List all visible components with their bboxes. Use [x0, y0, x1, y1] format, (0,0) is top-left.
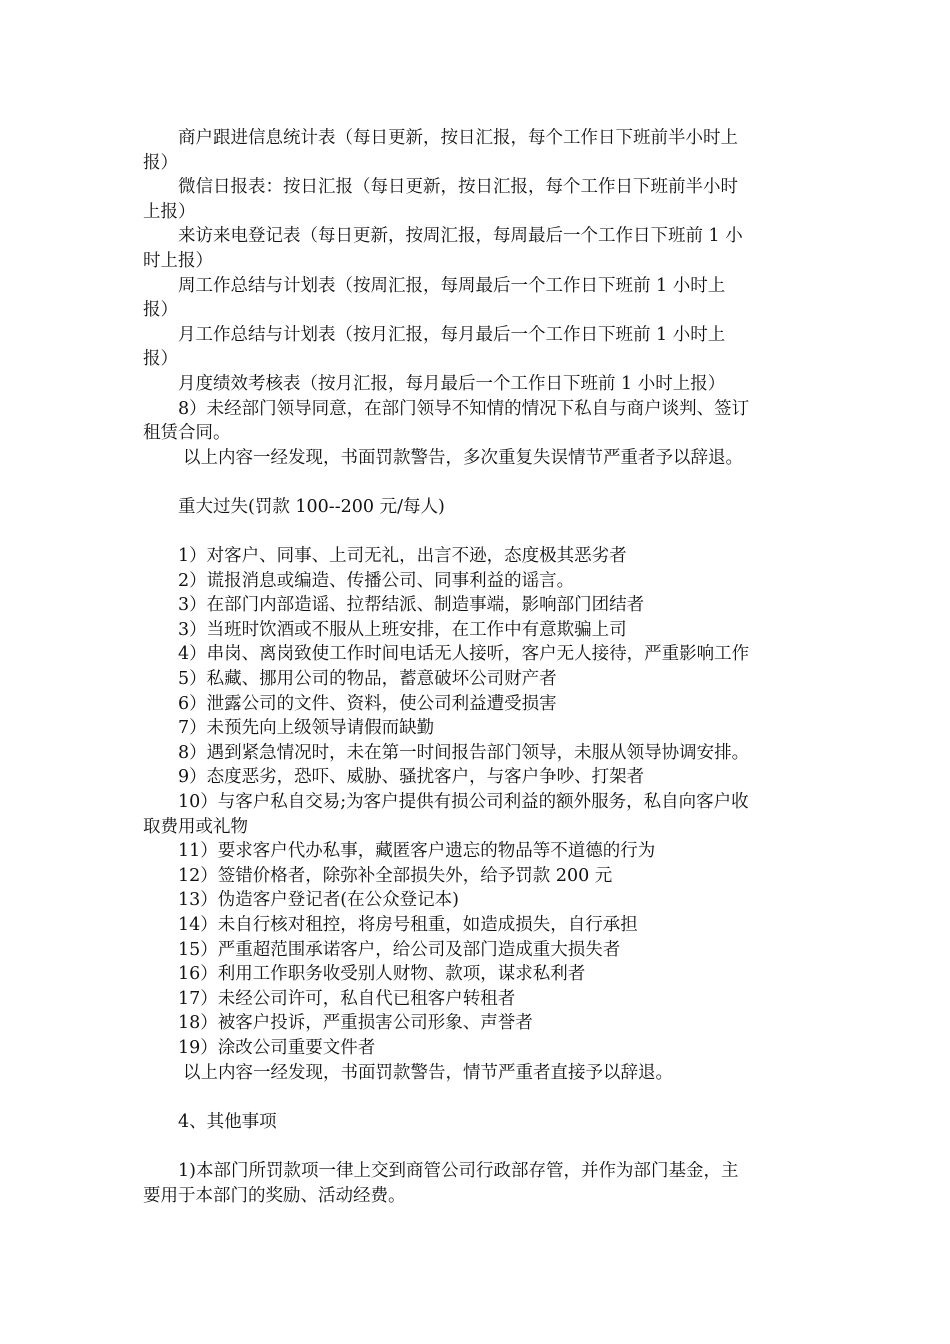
paragraph-line: 15）严重超范围承诺客户，给公司及部门造成重大损失者 — [178, 939, 621, 960]
paragraph-line: 11）要求客户代办私事，藏匿客户遗忘的物品等不道德的行为 — [178, 841, 656, 862]
paragraph-line: 月工作总结与计划表（按月汇报，每月最后一个工作日下班前 1 小时上 — [178, 324, 726, 345]
paragraph-line: 14）未自行核对租控，将房号租重，如造成损失，自行承担 — [178, 915, 638, 935]
paragraph-line: 3）在部门内部造谣、拉帮结派、制造事端，影响部门团结者 — [178, 595, 645, 616]
paragraph-line: 微信日报表：按日汇报（每日更新，按日汇报，每个工作日下班前半小时 — [178, 177, 738, 198]
paragraph-line: 6）泄露公司的文件、资料，使公司利益遭受损害 — [178, 693, 557, 714]
paragraph-line: 月度绩效考核表（按月汇报，每月最后一个工作日下班前 1 小时上报） — [178, 373, 726, 394]
paragraph-line: 12）签错价格者，除弥补全部损失外，给予罚款 200 元 — [178, 865, 613, 886]
paragraph-line: 8）未经部门领导同意，在部门领导不知情的情况下私自与商户谈判、签订 — [178, 398, 750, 419]
paragraph-line: 来访来电登记表（每日更新，按周汇报，每周最后一个工作日下班前 1 小 — [178, 226, 743, 247]
paragraph-line: 报） — [143, 152, 178, 173]
paragraph-line: 时上报） — [143, 250, 213, 271]
spacer — [143, 1134, 811, 1159]
paragraph-line: 17）未经公司许可，私自代已租客户转租者 — [178, 988, 516, 1009]
paragraph-line: 周工作总结与计划表（按周汇报，每周最后一个工作日下班前 1 小时上 — [178, 275, 726, 296]
paragraph-line: 租赁合同。 — [143, 423, 231, 444]
reporting-requirements-section — [143, 126, 811, 470]
paragraph-line: 上报） — [143, 201, 196, 222]
paragraph-line: 报） — [143, 300, 178, 321]
paragraph-line: 3）当班时饮酒或不服从上班安排，在工作中有意欺骗上司 — [178, 619, 627, 640]
paragraph-line: 报） — [143, 349, 178, 370]
paragraph-line: 9）态度恶劣，恐吓、威胁、骚扰客户，与客户争吵、打架者 — [178, 767, 645, 788]
paragraph-line: 7）未预先向上级领导请假而缺勤 — [178, 718, 435, 739]
spacer — [143, 1085, 811, 1110]
document-page — [143, 126, 811, 1208]
paragraph-line: 4）串岗、离岗致使工作时间电话无人接听，客户无人接待，严重影响工作 — [178, 644, 750, 665]
paragraph-line: 5）私藏、挪用公司的物品，蓄意破坏公司财产者 — [178, 669, 557, 690]
paragraph-line: 1）对客户、同事、上司无礼，出言不逊，态度极其恶劣者 — [178, 546, 627, 567]
paragraph-line: 10）与客户私自交易;为客户提供有损公司利益的额外服务，私自向客户收 — [178, 792, 749, 813]
paragraph-line: 以上内容一经发现，书面罚款警告，多次重复失误情节严重者予以辞退。 — [183, 447, 743, 468]
paragraph-line: 19）涂改公司重要文件者 — [178, 1037, 376, 1058]
paragraph-line: 商户跟进信息统计表（每日更新，按日汇报，每个工作日下班前半小时上 — [178, 128, 738, 148]
other-matters-section — [143, 1159, 811, 1208]
paragraph-line: 要用于本部门的奖励、活动经费。 — [143, 1185, 406, 1206]
spacer — [143, 470, 811, 495]
paragraph-line: 18）被客户投诉，严重损害公司形象、声誉者 — [178, 1013, 533, 1034]
spacer — [143, 520, 811, 545]
paragraph-line: 13）伪造客户登记者(在公众登记本) — [178, 890, 459, 911]
section-title-major-faults: 重大过失(罚款 100--200 元/每人) — [178, 496, 445, 517]
paragraph-line: 1)本部门所罚款项一律上交到商管公司行政部存管，并作为部门基金，主 — [178, 1160, 739, 1181]
section-title-other-matters: 4、其他事项 — [178, 1111, 277, 1132]
paragraph-line: 16）利用工作职务收受别人财物、款项，谋求私利者 — [178, 964, 586, 985]
paragraph-line: 取费用或礼物 — [143, 816, 248, 837]
paragraph-line: 以上内容一经发现，书面罚款警告，情节严重者直接予以辞退。 — [183, 1062, 673, 1083]
paragraph-line: 8）遇到紧急情况时，未在第一时间报告部门领导，未服从领导协调安排。 — [178, 742, 750, 763]
paragraph-line: 2）谎报消息或编造、传播公司、同事利益的谣言。 — [178, 570, 575, 591]
major-faults-list — [143, 544, 811, 1085]
